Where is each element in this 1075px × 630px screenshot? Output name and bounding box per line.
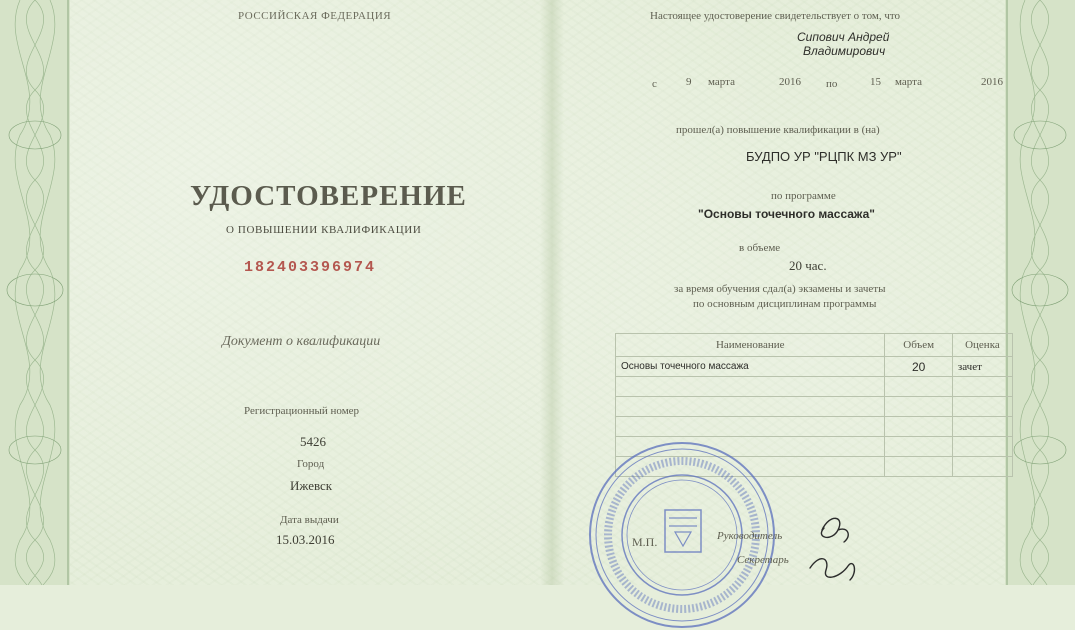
stamp-mark: М.П. <box>632 535 658 549</box>
period-from-month: марта <box>708 76 735 88</box>
city: Ижевск <box>290 478 333 493</box>
institution-name: БУДПО УР "РЦПК МЗ УР" <box>746 149 902 164</box>
exams-line-1: за время обучения сдал(а) экзамены и зачеты <box>674 283 886 295</box>
handwritten-signature <box>800 508 875 588</box>
discipline-volume: 20 <box>885 357 952 377</box>
secretary-signature-label: Секретарь <box>737 554 789 566</box>
certificate-title: УДОСТОВЕРЕНИЕ <box>190 180 467 212</box>
table-row <box>616 417 1013 437</box>
period-from-year: 2016 <box>779 76 801 88</box>
certificate-subtitle: О ПОВЫШЕНИИ КВАЛИФИКАЦИИ <box>226 224 422 236</box>
discipline-grade: зачет <box>952 357 1012 377</box>
column-header-grade: Оценка <box>952 334 1012 357</box>
reg-number: 5426 <box>300 434 326 449</box>
column-header-name: Наименование <box>616 334 885 357</box>
reg-number-label: Регистрационный номер <box>244 405 360 417</box>
issue-date-label: Дата выдачи <box>280 514 339 526</box>
period-to-month: марта <box>895 76 922 88</box>
document-type: Документ о квалификации <box>222 334 381 349</box>
period-to-label: по <box>826 78 838 90</box>
holder-patronymic: Владимирович <box>803 44 886 58</box>
right-header: Настоящее удостоверение свидетельствует о том, что <box>650 10 901 22</box>
period-from-day: 9 <box>686 76 692 88</box>
program-label: по программе <box>771 190 836 202</box>
program-name: "Основы точечного массажа" <box>698 207 875 221</box>
column-header-volume: Объем <box>885 334 952 357</box>
volume-label: в объеме <box>739 242 781 254</box>
country-label: РОССИЙСКАЯ ФЕДЕРАЦИЯ <box>238 10 392 22</box>
center-fold <box>540 0 564 585</box>
right-guilloche-border <box>1005 0 1075 585</box>
holder-name: Сипович Андрей <box>797 30 890 44</box>
issue-date: 15.03.2016 <box>276 532 335 547</box>
volume-hours: 20 час. <box>789 258 827 273</box>
passed-text: прошел(а) повышение квалификации в (на) <box>676 124 880 136</box>
table-row <box>616 377 1013 397</box>
exams-line-2: по основным дисциплинам программы <box>693 298 877 310</box>
table-header-row <box>616 334 1013 357</box>
period-from-label: с <box>652 78 657 90</box>
table-row <box>616 397 1013 417</box>
discipline-name: Основы точечного массажа <box>616 357 885 377</box>
city-label: Город <box>297 458 325 470</box>
left-guilloche-border <box>0 0 70 585</box>
period-to-day: 15 <box>870 76 881 88</box>
head-signature-label: Руководитель <box>717 530 783 542</box>
serial-number: 182403396974 <box>244 259 377 276</box>
period-to-year: 2016 <box>981 76 1003 88</box>
table-row <box>616 357 1013 377</box>
